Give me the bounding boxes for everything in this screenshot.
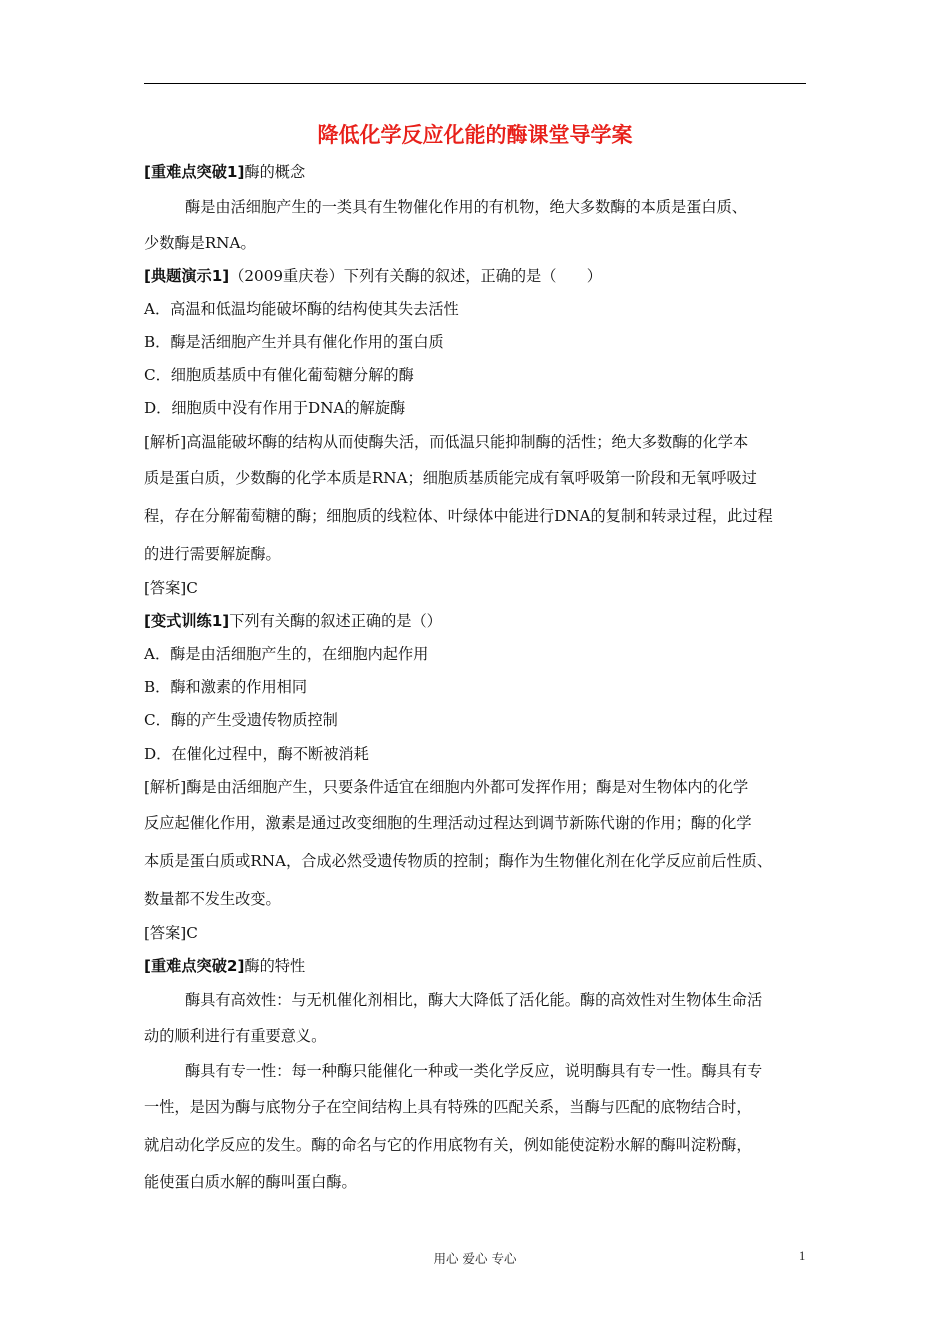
footer-slogan: 用心 爱心 专心 [433,1251,517,1266]
example1-option-a: A．高温和低温均能破坏酶的结构使其失去活性 [144,300,459,318]
example1-option-b: B．酶是活细胞产生并具有催化作用的蛋白质 [144,333,444,351]
page-title: 降低化学反应化能的酶课堂导学案 [317,123,633,147]
training1-option-d: D．在催化过程中，酶不断被消耗 [144,745,369,763]
section1-para-line2: 少数酶是RNA。 [144,234,256,252]
section2-para2-line3: 就启动化学反应的发生。酶的命名与它的作用底物有关，例如能使淀粉水解的酶叫淀粉酶， [144,1136,752,1154]
section1-text: 酶的概念 [244,163,306,181]
page-number: 1 [799,1249,806,1263]
section2-para1-line1: 酶具有高效性：与无机催化剂相比，酶大大降低了活化能。酶的高效性对生物体生命活 [185,991,763,1009]
example1-analysis-line3: 程，存在分解葡萄糖的酶；细胞质的线粒体、叶绿体中能进行DNA的复制和转录过程，此过程 [144,507,773,525]
training1-analysis-line1: [解析]酶是由活细胞产生，只要条件适宜在细胞内外都可发挥作用；酶是对生物体内的化学 [144,778,749,796]
section2-heading [144,955,305,977]
example1-answer: [答案]C [144,579,198,597]
training1-analysis-line3: 本质是蛋白质或RNA，合成必然受遗传物质的控制；酶作为生物催化剂在化学反应前后性质、 [144,852,773,870]
section1-label: [重难点突破1] [144,163,245,181]
training1-answer: [答案]C [144,924,198,942]
training1-option-c: C．酶的产生受遗传物质控制 [144,711,338,729]
section2-label: [重难点突破2] [144,957,245,975]
section2-para2-line2: 一性，是因为酶与底物分子在空间结构上具有特殊的匹配关系，当酶与匹配的底物结合时， [144,1098,752,1116]
training1-label: [变式训练1] [144,612,230,630]
example1-analysis-line2: 质是蛋白质，少数酶的化学本质是RNA；细胞质基质能完成有氧呼吸第一阶段和无氧呼吸过 [144,469,757,487]
section2-text: 酶的特性 [244,957,306,975]
section1-heading [144,161,305,183]
training1-analysis-line4: 数量都不发生改变。 [144,890,281,908]
example1-question [144,265,602,287]
example1-question-text: （2009重庆卷）下列有关酶的叙述，正确的是（ ） [229,267,602,285]
section2-para2-line4: 能使蛋白质水解的酶叫蛋白酶。 [144,1173,357,1191]
example1-analysis-line4: 的进行需要解旋酶。 [144,545,281,563]
training1-question [144,610,442,632]
example1-option-c: C．细胞质基质中有催化葡萄糖分解的酶 [144,366,414,384]
section2-para1-line2: 动的顺利进行有重要意义。 [144,1027,327,1045]
example1-option-d: D．细胞质中没有作用于DNA的解旋酶 [144,399,406,417]
example1-label: [典题演示1] [144,267,230,285]
example1-analysis-line1: [解析]高温能破坏酶的结构从而使酶失活，而低温只能抑制酶的活性；绝大多数酶的化学本 [144,433,749,451]
section1-para-line1: 酶是由活细胞产生的一类具有生物催化作用的有机物，绝大多数酶的本质是蛋白质、 [185,198,747,216]
section2-para2-line1: 酶具有专一性：每一种酶只能催化一种或一类化学反应，说明酶具有专一性。酶具有专 [185,1062,763,1080]
training1-analysis-line2: 反应起催化作用，激素是通过改变细胞的生理活动过程达到调节新陈代谢的作用；酶的化学 [144,814,752,832]
training1-question-text: 下列有关酶的叙述正确的是（） [229,612,442,630]
header-rule [144,83,806,84]
training1-option-b: B．酶和激素的作用相同 [144,678,308,696]
training1-option-a: A．酶是由活细胞产生的，在细胞内起作用 [144,645,429,663]
